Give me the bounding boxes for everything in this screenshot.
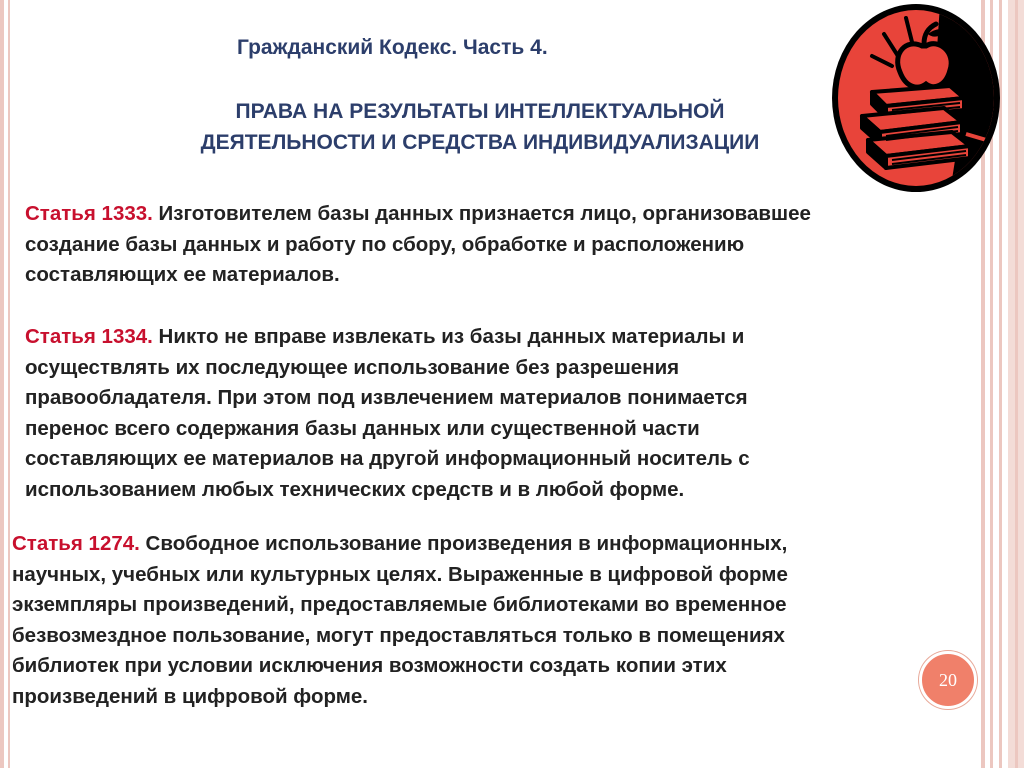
article-first-line — [25, 322, 750, 353]
article-number: Статья 1334. — [25, 325, 153, 348]
article-text: произведений в цифровой форме. — [12, 684, 368, 708]
article-text: Никто не вправе извлекать из базы данных материалы и — [152, 325, 745, 348]
article-number: Статья 1274. — [12, 532, 140, 555]
article-text: научных, учебных или культурных целях. Выраженные в цифровой форме — [12, 562, 788, 586]
left-border-stripe — [8, 0, 10, 768]
article-text: Свободное использование произведения в информационных, — [139, 532, 788, 555]
slide-title-line: ДЕЯТЕЛЬНОСТИ И СРЕДСТВА ИНДИВИДУАЛИЗАЦИИ — [200, 131, 760, 154]
books-apple-icon — [832, 4, 1000, 192]
article-text: использованием любых технических средств и в любой форме. — [25, 477, 685, 501]
slide-title — [130, 96, 830, 158]
article-text: правообладателя. При этом под извлечением материалов понимается — [25, 386, 748, 409]
article-1334 — [25, 322, 750, 505]
slide-title-line: ПРАВА НА РЕЗУЛЬТАТЫ ИНТЕЛЛЕКТУАЛЬНОЙ — [235, 100, 725, 123]
slide-subtitle: Гражданский Кодекс. Часть 4. — [237, 36, 548, 59]
article-number: Статья 1333. — [25, 202, 153, 225]
article-first-line — [12, 529, 788, 560]
page-number-badge: 20 — [919, 651, 977, 709]
article-text: осуществлять их последующее использование без разрешения — [25, 355, 680, 379]
article-text: создание базы данных и работу по сбору, обработке и расположению — [25, 232, 745, 256]
article-1274 — [12, 529, 788, 712]
right-border-stripe — [1015, 0, 1018, 768]
left-border-stripe — [0, 0, 4, 768]
article-text: безвозмездное пользование, могут предоставляться только в помещениях — [12, 623, 785, 647]
article-text: библиотек при условии исключения возможности создать копии этих — [12, 654, 727, 677]
article-text: составляющих ее материалов на другой информационный носитель с — [25, 447, 750, 470]
article-text: Изготовителем базы данных признается лицо, организовавшее — [152, 202, 811, 225]
article-1333 — [25, 199, 811, 291]
article-text: перенос всего содержания базы данных или существенной части — [25, 416, 700, 440]
article-first-line — [25, 199, 811, 230]
article-text: составляющих ее материалов. — [25, 263, 340, 286]
article-text: экземпляры произведений, предоставляемые библиотеками во временное — [12, 593, 787, 616]
